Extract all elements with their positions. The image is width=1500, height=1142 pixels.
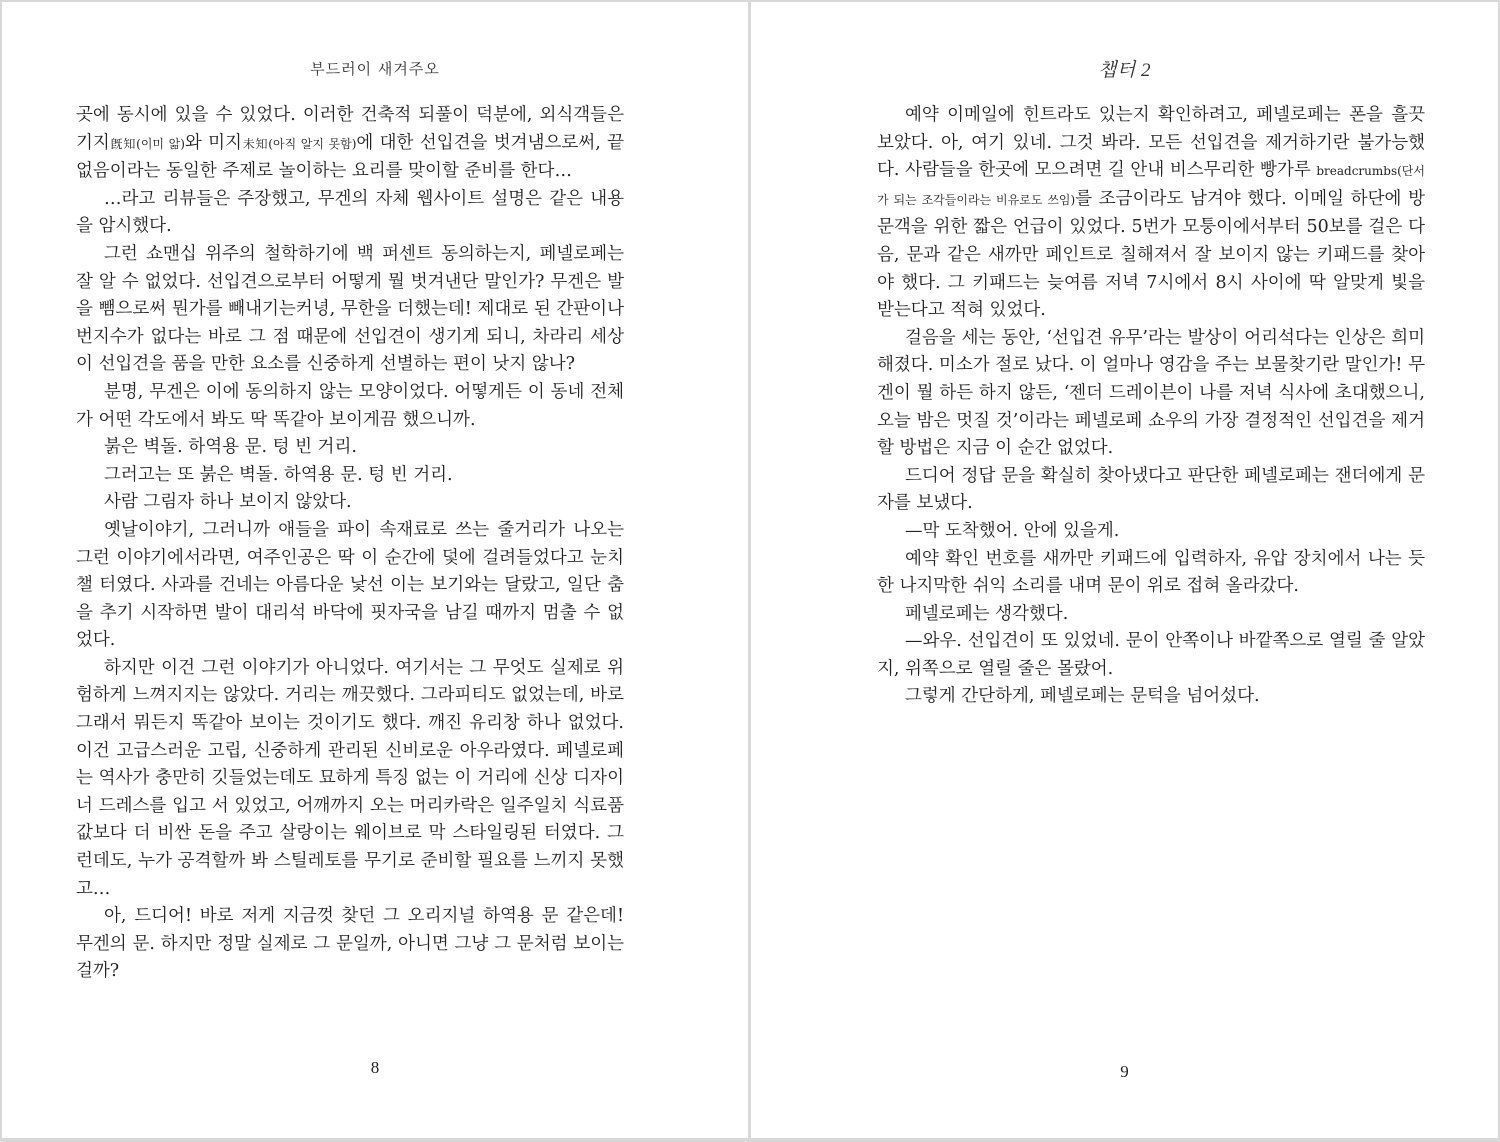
paragraph: [877, 546, 1425, 601]
paragraph-text: 곳에 동시에 있을 수 있었다. 이러한 건축적 되풀이 덕분에, 외식객들은 기지: [76, 105, 624, 153]
paragraph-text: …라고 리뷰들은 주장했고, 무겐의 자체 웹사이트 설명은 같은 내용을 암시했다.: [76, 188, 624, 237]
paragraph-text: 분명, 무겐은 이에 동의하지 않는 모양이었다. 어떻게든 이 동네 전체가 어떤 각도에서 봐도 딱 똑같아 보이게끔 했으니까.: [76, 381, 624, 430]
paragraph: [76, 489, 624, 517]
gloss-annotation: 旣知(이미 앎): [109, 136, 185, 151]
gloss-annotation: 未知(아직 알지 못함): [241, 136, 357, 151]
paragraph: [877, 628, 1425, 683]
paragraph: [76, 462, 624, 490]
right-page: [751, 2, 1498, 1138]
paragraph: [877, 683, 1425, 711]
paragraph: [877, 463, 1425, 518]
paragraph: [76, 186, 624, 241]
paragraph: [76, 655, 624, 903]
right-page-body: [877, 102, 1425, 711]
paragraph-text: 그런 쇼맨십 위주의 철학하기에 백 퍼센트 동의하는지, 페넬로페는 잘 알 수 없었다. 선입견으로부터 어떻게 뭘 벗겨낸단 말인가? 무겐은 발을 뺌으로써 뭔가를 빼내기는커녕, 무한을 더했는데! 제대로 된 간판이나 번지수가 없다는 바로 그 점 때문에 선입견이 생기게 되니, 차라리 세상이 선입견을 품을 만한 요소를 신중하게 선별하는 편이 낫지 않나?: [76, 243, 624, 375]
page-number-right: 9: [1120, 1062, 1129, 1081]
running-head-chapter: 챕터 2: [1098, 60, 1151, 81]
paragraph-text: 걸음을 세는 동안, ‘선입견 유무’라는 발상이 어리석다는 인상은 희미해졌다. 미소가 절로 났다. 이 얼마나 영감을 주는 보물찾기란 말인가! 무겐이 뭘 하든 하지 않든, ‘젠더 드레이븐이 나를 저녁 식사에 초대했으니, 오늘 밤은 멋질 것’이라는 페넬로페 쇼우의 가장 결정적인 선입견을 제거할 방법은 지금 이 순간 없었다.: [877, 327, 1425, 459]
paragraph: [76, 379, 624, 434]
running-head-book-title: 부드러이 새겨주오: [310, 60, 440, 78]
page-number-left: 8: [370, 1058, 380, 1077]
paragraph: [877, 325, 1425, 463]
paragraph-text: 에 대한 선입견을 벗겨냄으로써, 끝없음이라는 동일한 주제로 놀이하는 요리를 맞이할 준비를 한다…: [76, 132, 625, 182]
paragraph-text: 그러고는 또 붉은 벽돌. 하역용 문. 텅 빈 거리.: [104, 464, 453, 485]
paragraph: [76, 102, 624, 186]
paragraph-text: 붉은 벽돌. 하역용 문. 텅 빈 거리.: [104, 437, 357, 458]
paragraph-text: 사람 그림자 하나 보이지 않았다.: [104, 492, 352, 513]
paragraph-text: —막 도착했어. 안에 있을게.: [905, 520, 1120, 541]
paragraph-text: 드디어 정답 문을 확실히 찾아냈다고 판단한 페넬로페는 잰더에게 문자를 보냈다.: [877, 465, 1425, 514]
paragraph: [877, 102, 1425, 325]
paragraph: [76, 434, 624, 462]
left-page: [2, 2, 748, 1138]
paragraph: [877, 601, 1425, 629]
paragraph-text: 예약 확인 번호를 새까만 키패드에 입력하자, 유압 장치에서 나는 듯한 나지막한 쉬익 소리를 내며 문이 위로 접혀 올라갔다.: [877, 548, 1425, 597]
paragraph-text: 아, 드디어! 바로 저게 지금껏 찾던 그 오리지널 하역용 문 같은데! 무겐의 문. 하지만 정말 실제로 그 문일까, 아니면 그냥 그 문처럼 보이는 걸까?: [76, 906, 624, 982]
paragraph-text: 옛날이야기, 그러니까 애들을 파이 속재료로 쓰는 줄거리가 나오는 그런 이야기에서라면, 여주인공은 딱 이 순간에 덫에 걸려들었다고 눈치챌 터였다. 사과를 건네는 아름다운 낯선 이는 보기와는 달랐고, 일단 춤을 추기 시작하면 발이 대리석 바닥에 핏자국을 남길 때까지 멈출 수 없었다.: [76, 519, 624, 651]
paragraph-text: 예약 이메일에 힌트라도 있는지 확인하려고, 페넬로페는 폰을 흘끗 보았다. 아, 여기 있네. 그것 봐라. 모든 선입견을 제거하기란 불가능했다. 사람들을 한곳에 모으려면 길 안내 비스무리한 빵가루: [877, 105, 1425, 181]
paragraph-text: 페넬로페는 생각했다.: [905, 603, 1069, 624]
paragraph-text: 하지만 이건 그런 이야기가 아니었다. 여기서는 그 무엇도 실제로 위험하게 느껴지지는 않았다. 거리는 깨끗했다. 그라피티도 없었는데, 바로 그래서 뭐든지 똑같아 보이는 것이기도 했다. 깨진 유리창 하나 없었다. 이건 고급스러운 고립, 신중하게 관리된 신비로운 아우라였다. 페넬로페는 역사가 충만히 깃들었는데도 묘하게 특징 없는 이 거리에 신상 디자이너 드레스를 입고 서 있었고, 어깨까지 오는 머리카락은 일주일치 식료품값보다 더 비싼 돈을 주고 살랑이는 웨이브로 막 스타일링된 터였다. 그런데도, 누가 공격할까 봐 스틸레토를 무기로 준비할 필요를 느끼지 못했고…: [76, 657, 624, 899]
paragraph: [76, 517, 624, 655]
paragraph-text: 와 미지: [184, 132, 242, 153]
paragraph: [76, 241, 624, 379]
paragraph-text: —와우. 선입견이 또 있었네. 문이 안쪽이나 바깥쪽으로 열릴 줄 알았지, 위쪽으로 열릴 줄은 몰랐어.: [877, 631, 1425, 679]
gloss-annotation: breadcrumbs(단서가 되는 조각들이라는 비유로도 쓰임): [877, 164, 1425, 207]
paragraph-text: 그렇게 간단하게, 페넬로페는 문턱을 넘어섰다.: [905, 686, 1260, 707]
paragraph-text: 를 조금이라도 남겨야 했다. 이메일 하단에 방문객을 위한 짧은 언급이 있었다. 5번가 모퉁이에서부터 50보를 걸은 다음, 문과 같은 새까만 페인트로 칠해져서 잘 보이지 않는 키패드를 찾아야 했다. 그 키패드는 늦여름 저녁 7시에서 8시 사이에 딱 알맞게 빛을 받는다고 적혀 있었다.: [877, 188, 1425, 321]
paragraph: [877, 518, 1425, 546]
left-page-body: [76, 102, 624, 986]
paragraph: [76, 903, 624, 986]
